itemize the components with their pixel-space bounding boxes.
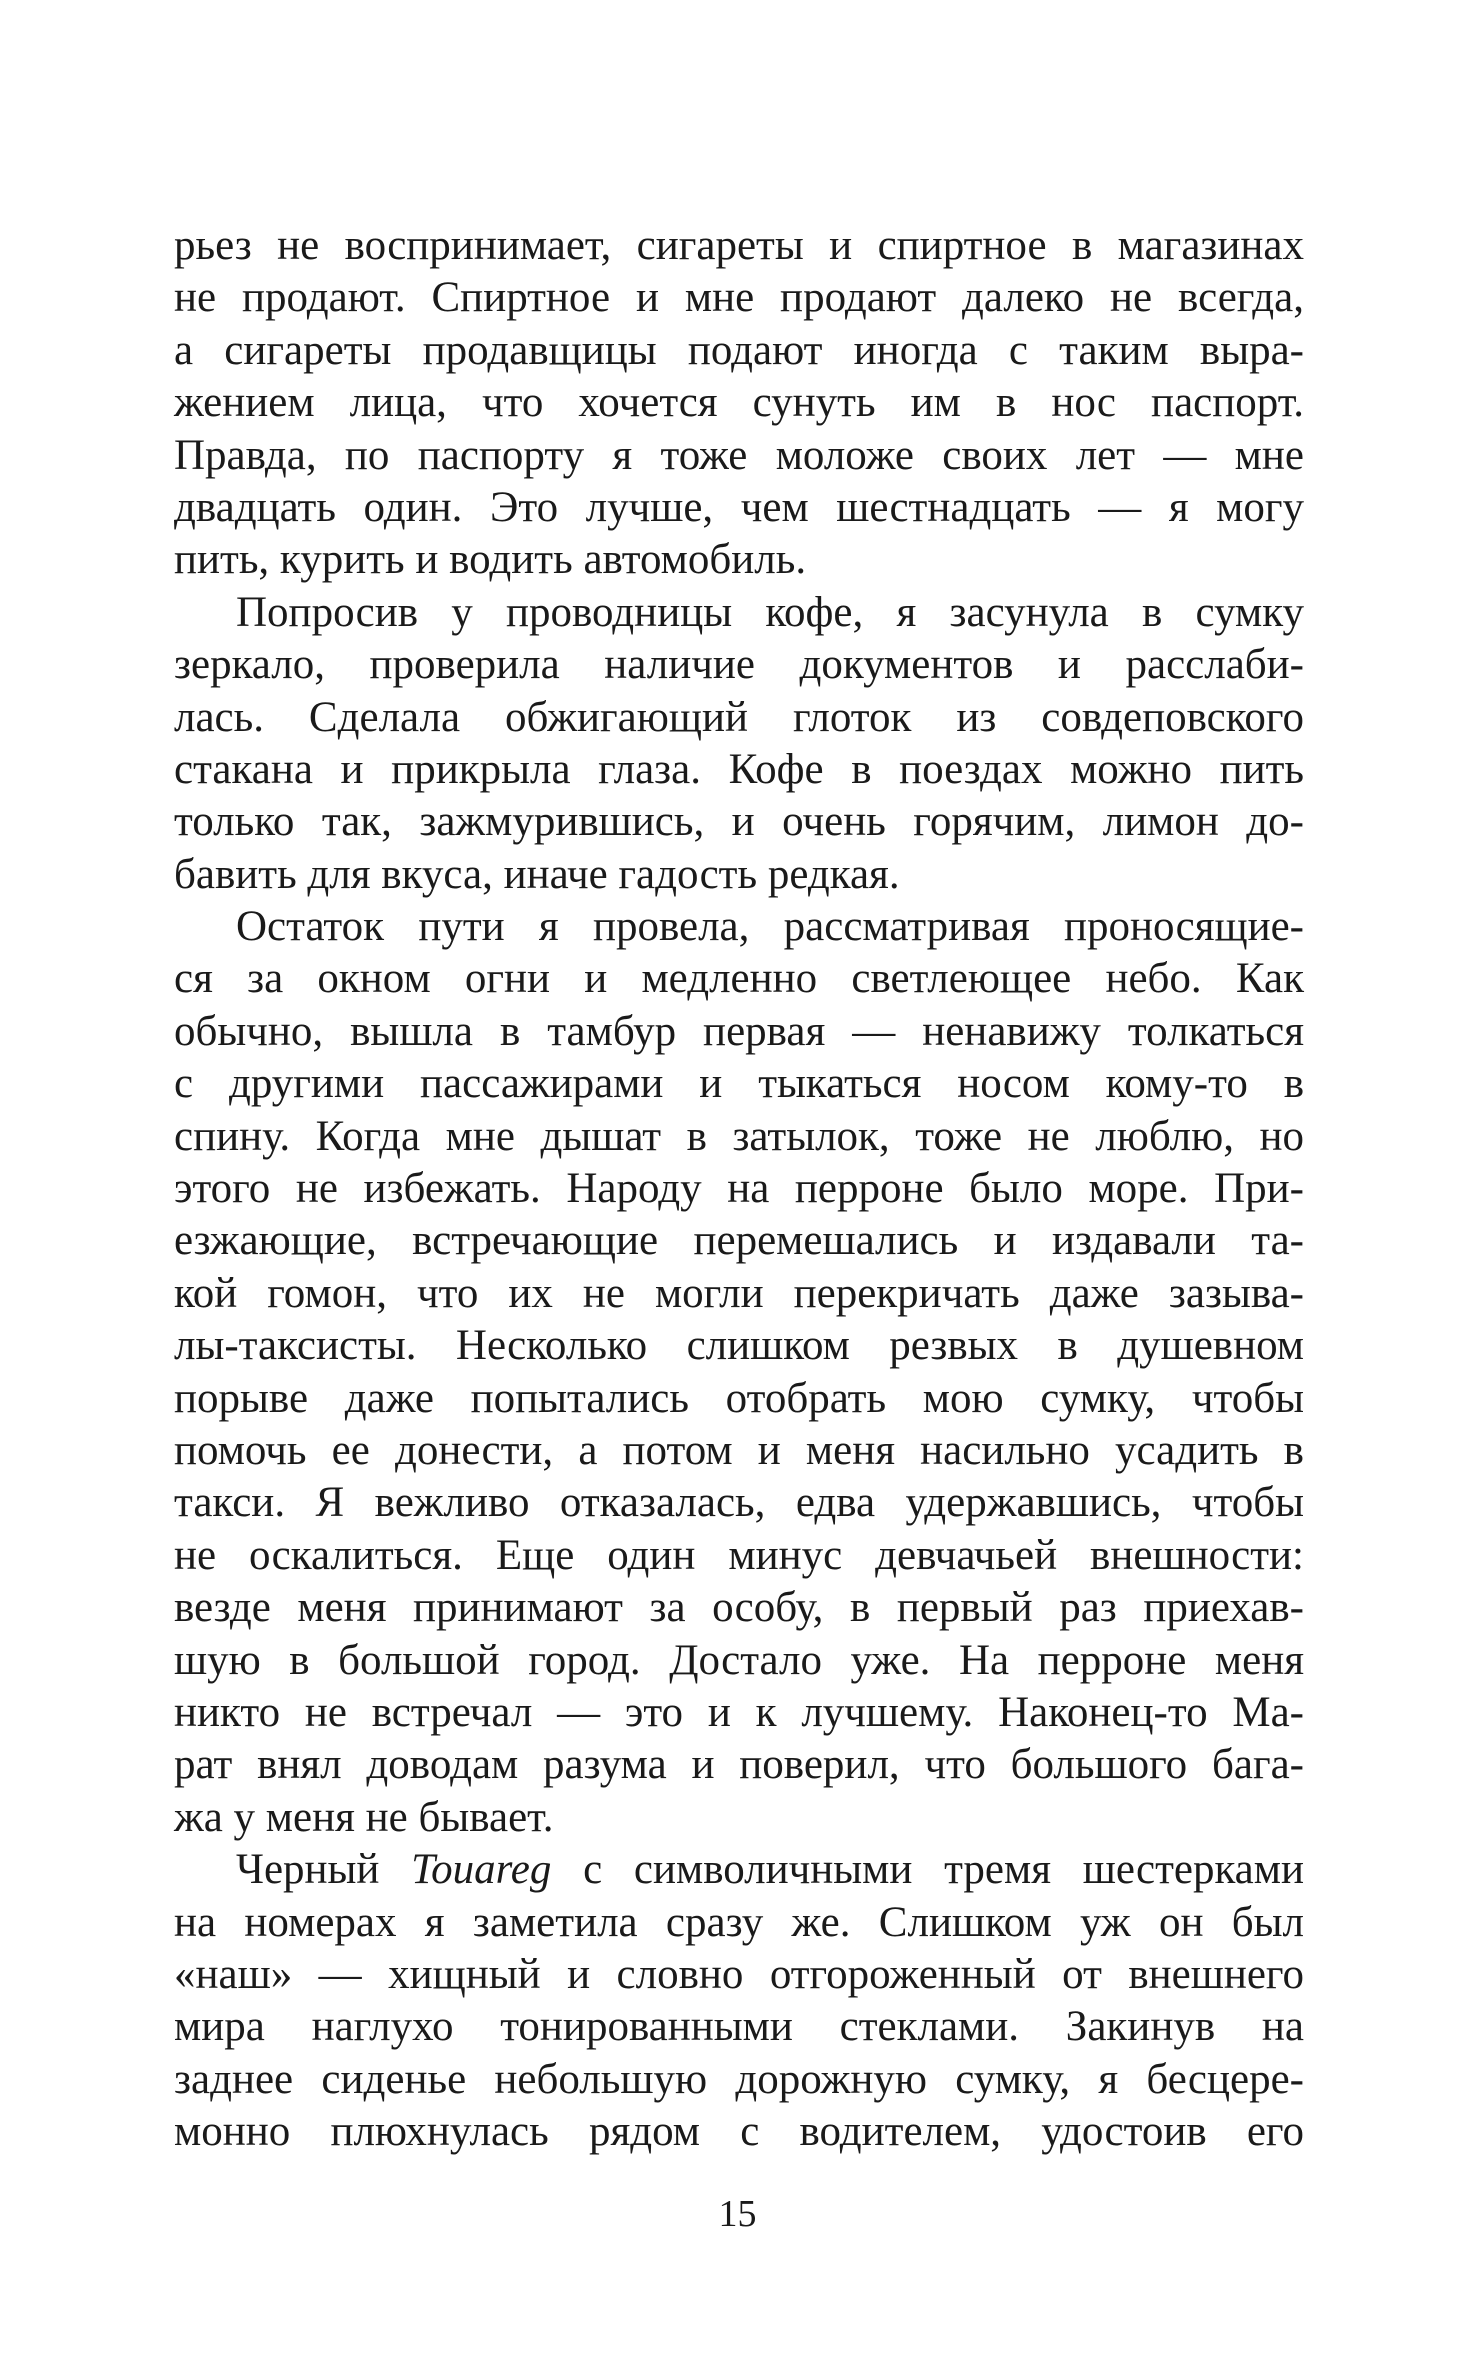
- text-line: никто не встречал — это и к лучшему. Наконец-то Ма-: [174, 1688, 1304, 1736]
- text-line: «наш» — хищный и словно отгороженный от внешнего: [174, 1950, 1304, 1998]
- text-line: лы-таксисты. Несколько слишком резвых в душевном: [174, 1322, 1304, 1370]
- page-number: 15: [718, 2193, 757, 2235]
- text-line: спину. Когда мне дышат в затылок, тоже не люблю, но: [174, 1112, 1304, 1160]
- text-fragment: Черный: [236, 1846, 412, 1894]
- text-line: этого не избежать. Народу на перроне было море. При-: [174, 1165, 1304, 1213]
- text-line: везде меня принимают за особу, в первый раз приехав-: [174, 1584, 1304, 1632]
- text-line: бавить для вкуса, иначе гадость редкая.: [174, 850, 900, 898]
- text-line: ся за окном огни и медленно светлеющее небо. Как: [174, 955, 1304, 1003]
- text-line: обычно, вышла в тамбур первая — ненавижу толкаться: [174, 1007, 1304, 1055]
- text-line: не оскалиться. Еще один минус девчачьей внешности:: [174, 1531, 1304, 1579]
- text-line: лась. Сделала обжигающий глоток из совдеповского: [174, 693, 1304, 741]
- text-line: на номерах я заметила сразу же. Слишком уж он был: [174, 1898, 1304, 1946]
- body-text: [174, 220, 1304, 2158]
- text-line: монно плюхнулась рядом с водителем, удостоив его: [174, 2108, 1304, 2156]
- text-line: жа у меня не бывает.: [174, 1793, 554, 1841]
- text-line: Попросив у проводницы кофе, я засунула в сумку: [236, 588, 1304, 636]
- text-line: стакана и прикрыла глаза. Кофе в поездах можно пить: [174, 745, 1304, 793]
- text-line: а сигареты продавщицы подают иногда с таким выра-: [174, 326, 1304, 374]
- text-line: мира наглухо тонированными стеклами. Закинув на: [174, 2003, 1304, 2051]
- text-line: пить, курить и водить автомобиль.: [174, 536, 807, 584]
- text-line: езжающие, встречающие перемешались и издавали та-: [174, 1217, 1304, 1265]
- text-line: помочь ее донести, а потом и меня насильно усадить в: [174, 1426, 1304, 1474]
- text-line: с другими пассажирами и тыкаться носом кому-то в: [174, 1060, 1304, 1108]
- text-line: только так, зажмурившись, и очень горячим, лимон до-: [174, 798, 1304, 846]
- text-line: Остаток пути я провела, рассматривая проносящие-: [236, 903, 1304, 951]
- text-line: рат внял доводам разума и поверил, что большого бага-: [174, 1741, 1304, 1789]
- text-line: двадцать один. Это лучше, чем шестнадцать — я могу: [174, 483, 1304, 531]
- text-line: [174, 1844, 1304, 1896]
- text-line: кой гомон, что их не могли перекричать даже зазыва-: [174, 1269, 1304, 1317]
- text-line: такси. Я вежливо отказалась, едва удержавшись, чтобы: [174, 1479, 1304, 1527]
- text-line: порыве даже попытались отобрать мою сумку, чтобы: [174, 1374, 1304, 1422]
- text-line: рьез не воспринимает, сигареты и спиртное в магазинах: [174, 222, 1304, 269]
- text-line: Правда, по паспорту я тоже моложе своих лет — мне: [174, 431, 1304, 479]
- text-line: жением лица, что хочется сунуть им в нос паспорт.: [174, 379, 1304, 427]
- text-line: заднее сиденье небольшую дорожную сумку, я бесцере-: [174, 2055, 1304, 2103]
- text-line: не продают. Спиртное и мне продают далеко не всегда,: [174, 274, 1304, 322]
- car-brand-name: Touareg: [411, 1846, 552, 1894]
- text-line: шую в большой город. Достало уже. На перроне меня: [174, 1636, 1304, 1684]
- text-fragment: с символичными тремя шестерками: [551, 1846, 1304, 1894]
- text-line: зеркало, проверила наличие документов и расслаби-: [174, 641, 1304, 689]
